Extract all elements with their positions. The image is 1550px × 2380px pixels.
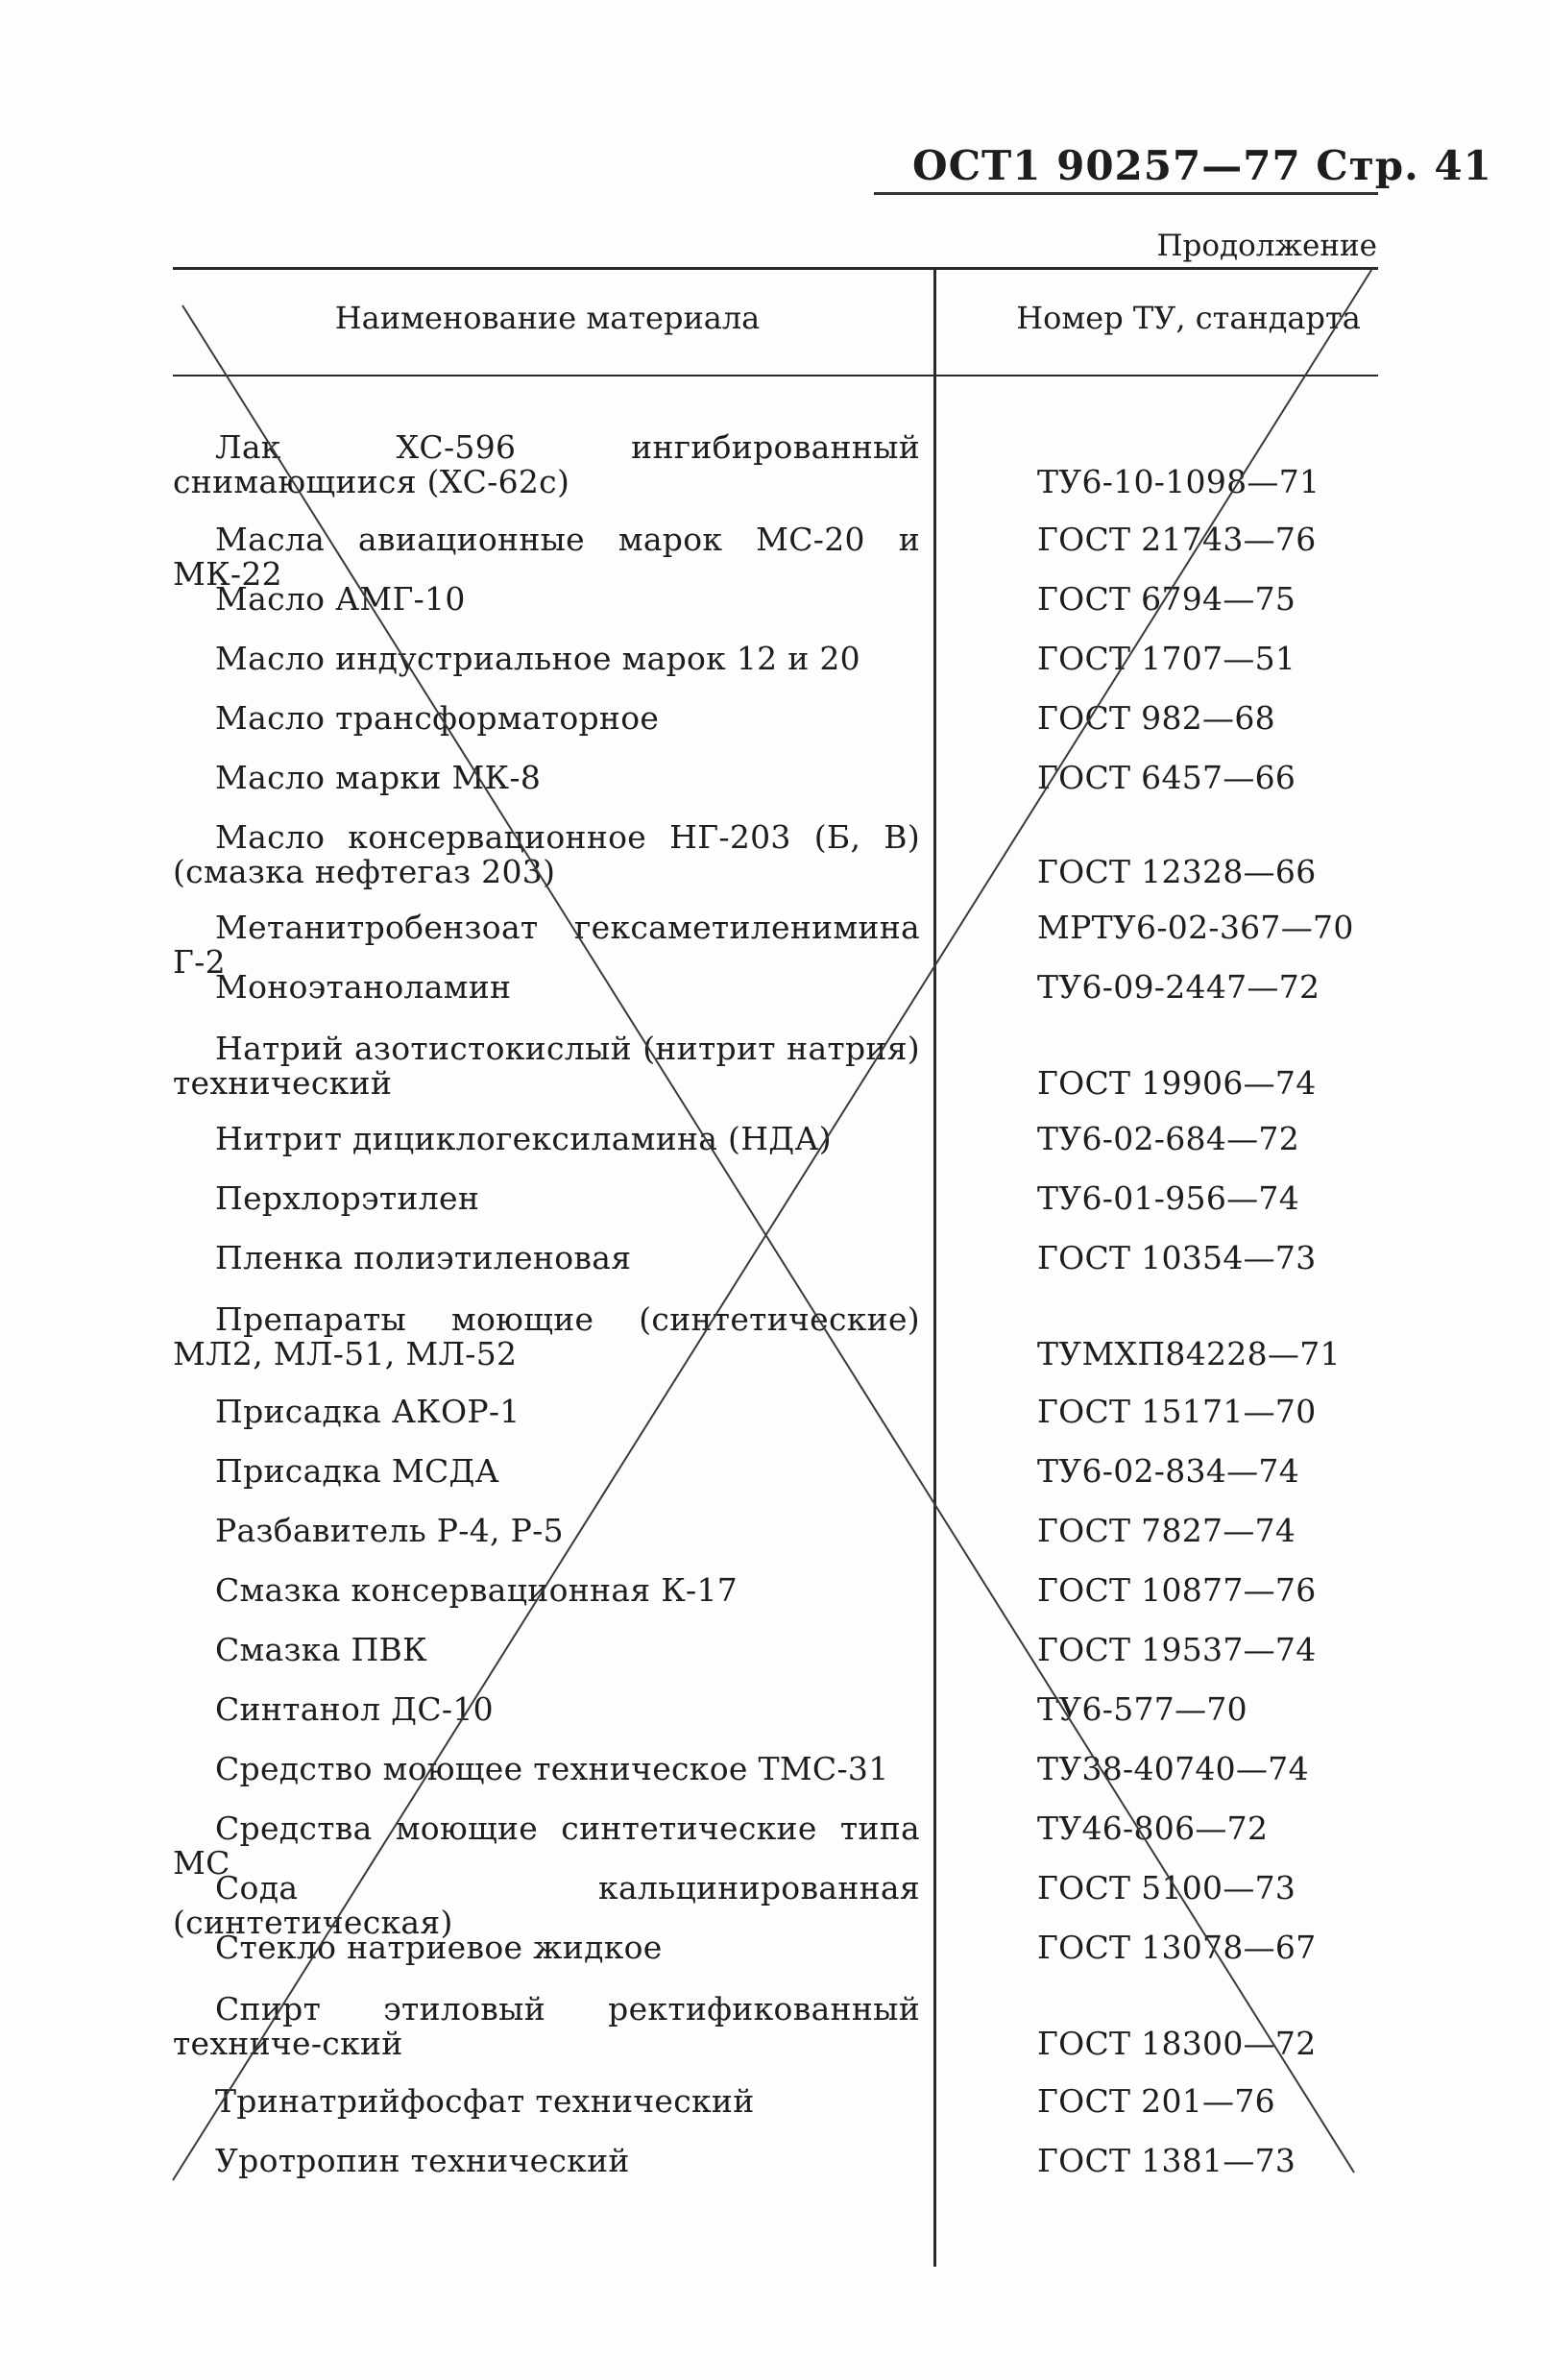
material-name: Синтанол ДС-10 bbox=[215, 1690, 494, 1728]
standard-number: ГОСТ 6794—75 bbox=[1037, 580, 1296, 618]
standard-number: ТУ6-10-1098—71 bbox=[1037, 463, 1320, 500]
standard-number: ГОСТ 201—76 bbox=[1037, 2082, 1275, 2120]
standard-number: ТУ6-02-684—72 bbox=[1037, 1120, 1300, 1157]
cross-line-descending bbox=[182, 305, 1354, 2173]
standard-number: ТУ6-577—70 bbox=[1037, 1690, 1247, 1728]
material-name: Смазка консервационная К-17 bbox=[215, 1571, 739, 1609]
standard-number: ТУ6-02-834—74 bbox=[1037, 1452, 1300, 1490]
standard-number: ГОСТ 7827—74 bbox=[1037, 1512, 1296, 1549]
material-name: Препараты моющие (синтетические) МЛ2, МЛ-51, МЛ-52 bbox=[173, 1300, 920, 1372]
material-name: Присадка МСДА bbox=[215, 1452, 499, 1490]
standard-number: ГОСТ 6457—66 bbox=[1037, 759, 1296, 796]
material-name: Средства моющие синтетические типа МС bbox=[173, 1809, 920, 1882]
material-name: Присадка АКОР-1 bbox=[215, 1393, 521, 1430]
standard-number: ТУМХП84228—71 bbox=[1037, 1335, 1341, 1372]
material-name: Масло АМГ-10 bbox=[215, 580, 466, 618]
material-name: Масло марки МК-8 bbox=[215, 759, 542, 796]
standard-number: ГОСТ 10877—76 bbox=[1037, 1571, 1317, 1609]
standard-number: МРТУ6-02-367—70 bbox=[1037, 909, 1354, 946]
column-header-material: Наименование материала bbox=[334, 300, 761, 336]
standard-number: ГОСТ 21743—76 bbox=[1037, 521, 1317, 558]
material-name: Смазка ПВК bbox=[215, 1631, 427, 1668]
standard-number: ТУ6-09-2447—72 bbox=[1037, 968, 1320, 1006]
material-name: Перхлорэтилен bbox=[215, 1179, 480, 1217]
material-name: Нитрит дициклогексиламина (НДА) bbox=[215, 1120, 832, 1157]
standard-number: ТУ6-01-956—74 bbox=[1037, 1179, 1300, 1217]
standard-number: ГОСТ 12328—66 bbox=[1037, 853, 1317, 890]
material-name: Тринатрийфосфат технический bbox=[215, 2082, 755, 2120]
standard-number: ГОСТ 5100—73 bbox=[1037, 1869, 1296, 1906]
standard-number: ГОСТ 18300—72 bbox=[1037, 2025, 1317, 2062]
standard-number: ГОСТ 15171—70 bbox=[1037, 1393, 1317, 1430]
material-name: Натрий азотистокислый (нитрит натрия) технический bbox=[173, 1030, 920, 1102]
material-name: Масла авиационные марок МС-20 и МК-22 bbox=[173, 521, 920, 593]
standard-number: ТУ46-806—72 bbox=[1037, 1809, 1269, 1847]
material-name: Уротропин технический bbox=[215, 2142, 630, 2179]
material-name: Лак ХС-596 ингибированный снимающиися (ХС-62с) bbox=[173, 428, 920, 500]
material-name: Метанитробензоат гексаметиленимина Г-2 bbox=[173, 909, 920, 981]
material-name: Средство моющее техническое ТМС-31 bbox=[215, 1750, 889, 1787]
material-name: Масло индустриальное марок 12 и 20 bbox=[215, 640, 860, 677]
material-name: Масло консервационное НГ-203 (Б, В) (смазка нефтегаз 203) bbox=[173, 818, 920, 890]
material-name: Спирт этиловый ректификованный техниче-ский bbox=[173, 1990, 920, 2062]
column-header-standard: Номер ТУ, стандарта bbox=[1016, 300, 1361, 336]
standard-number: ТУ38-40740—74 bbox=[1037, 1750, 1309, 1787]
standard-number: ГОСТ 982—68 bbox=[1037, 699, 1275, 737]
page-header-title: ОСТ1 90257—77 Стр. 41 bbox=[912, 142, 1492, 189]
standard-number: ГОСТ 1707—51 bbox=[1037, 640, 1296, 677]
cross-line-ascending bbox=[173, 267, 1373, 2180]
standard-number: ГОСТ 19537—74 bbox=[1037, 1631, 1317, 1668]
material-name: Масло трансформаторное bbox=[215, 699, 660, 737]
standard-number: ГОСТ 13078—67 bbox=[1037, 1929, 1317, 1966]
material-name: Разбавитель Р-4, Р-5 bbox=[215, 1512, 564, 1549]
material-name: Сода кальцинированная (синтетическая) bbox=[173, 1869, 920, 1941]
material-name: Моноэтаноламин bbox=[215, 968, 512, 1006]
standard-number: ГОСТ 19906—74 bbox=[1037, 1064, 1317, 1102]
material-name: Пленка полиэтиленовая bbox=[215, 1239, 632, 1276]
material-name: Стекло натриевое жидкое bbox=[215, 1929, 663, 1966]
continuation-label: Продолжение bbox=[1156, 229, 1377, 263]
standard-number: ГОСТ 1381—73 bbox=[1037, 2142, 1296, 2179]
standard-number: ГОСТ 10354—73 bbox=[1037, 1239, 1317, 1276]
